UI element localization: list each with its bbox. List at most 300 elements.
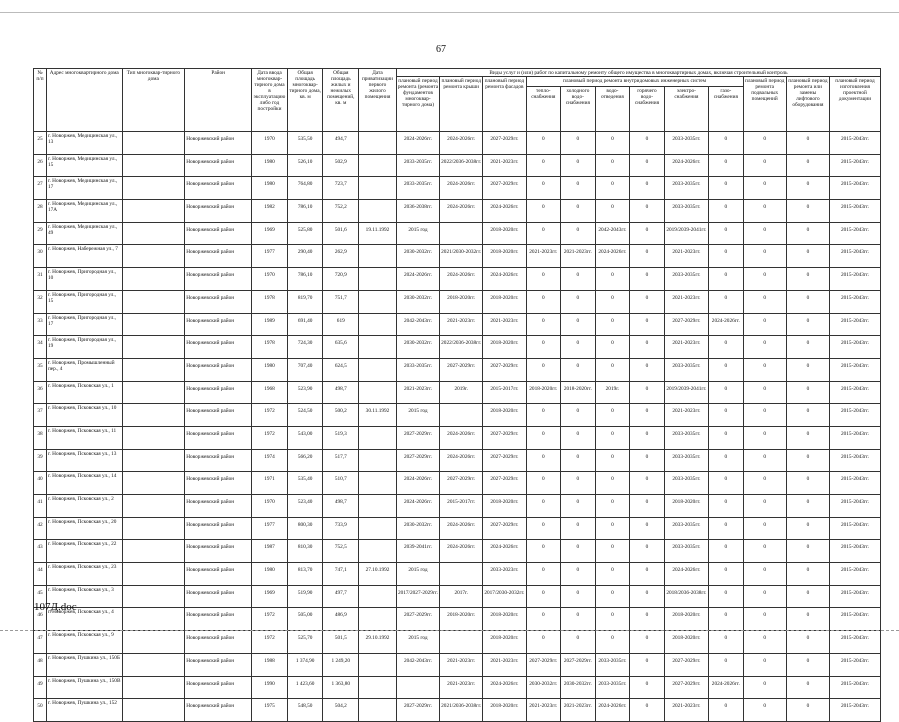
cell-roof: 2024-2026гг. — [440, 268, 483, 291]
cell-total-area: 525,80 — [287, 222, 323, 245]
cell-docs: 2015-2043гг. — [830, 358, 881, 381]
cell-electricity: 2033-2035гг. — [664, 426, 708, 449]
cell-roof — [440, 222, 483, 245]
cell-address: г. Новоржев, Псковская ул., 10 — [46, 404, 122, 427]
cell-roof: 2021-2023гг. — [440, 313, 483, 336]
cell-roof: 2021/2036-2038гг. — [440, 699, 483, 722]
cell-cold-water: 0 — [561, 631, 596, 654]
cell-num: 45 — [34, 585, 47, 608]
cell-electricity: 2019/2039-2041гг. — [664, 222, 708, 245]
cell-year: 1980 — [252, 358, 288, 381]
cell-drainage: 2033-2035гг. — [595, 653, 630, 676]
cell-heat: 0 — [526, 631, 561, 654]
cell-num: 31 — [34, 268, 47, 291]
cell-gas: 0 — [709, 222, 744, 245]
cell-district: Новоржевский район — [185, 585, 252, 608]
cell-living-area: 752,5 — [323, 540, 359, 563]
cell-address: г. Новоржев, Псковская ул., 23 — [46, 563, 122, 586]
table-row — [34, 336, 881, 359]
cell-hot-water: 0 — [630, 336, 665, 359]
cell-gas: 0 — [709, 268, 744, 291]
table-body — [34, 132, 881, 722]
cell-basement: 0 — [743, 290, 786, 313]
cell-num: 32 — [34, 290, 47, 313]
cell-total-area: 813,70 — [287, 563, 323, 586]
cell-electricity: 2021-2023гг. — [664, 245, 708, 268]
cell-electricity: 2033-2035гг. — [664, 517, 708, 540]
cell-roof — [440, 631, 483, 654]
cell-foundation: 2015 год — [396, 404, 439, 427]
footer-filename: 107Д.doc — [34, 601, 77, 613]
cell-address: г. Новоржев, Пригородная ул., 10 — [46, 268, 122, 291]
cell-hot-water: 0 — [630, 358, 665, 381]
cell-gas: 0 — [709, 608, 744, 631]
cell-basement: 0 — [743, 404, 786, 427]
cell-year: 1969 — [252, 222, 288, 245]
cell-living-area: 751,7 — [323, 290, 359, 313]
cell-drainage: 0 — [595, 540, 630, 563]
cell-privatization — [359, 358, 397, 381]
cell-drainage: 2042-2043гг. — [595, 222, 630, 245]
cell-cold-water: 0 — [561, 290, 596, 313]
cell-privatization: 19.11.1992 — [359, 222, 397, 245]
cell-lift: 0 — [786, 245, 829, 268]
cell-type — [122, 336, 185, 359]
cell-total-area: 707,40 — [287, 358, 323, 381]
cell-lift: 0 — [786, 336, 829, 359]
cell-address: г. Новоржев, Псковская ул., 1 — [46, 381, 122, 404]
cell-docs: 2015-2043гг. — [830, 631, 881, 654]
cell-type — [122, 495, 185, 518]
works-group-header: Виды услуг и (или) работ по капитальному ремонту общего имущества в многоквартирных домах, включая строительный контроль — [396, 69, 880, 77]
cell-foundation: 2030-2032гг. — [396, 290, 439, 313]
cell-gas: 0 — [709, 336, 744, 359]
cell-total-area: 525,70 — [287, 631, 323, 654]
cell-roof: 2027-2029гг. — [440, 358, 483, 381]
cell-gas: 0 — [709, 585, 744, 608]
cell-total-area: 548,50 — [287, 699, 323, 722]
cell-lift: 0 — [786, 472, 829, 495]
cell-cold-water: 0 — [561, 426, 596, 449]
cell-roof: 2022/2036-2038гг. — [440, 336, 483, 359]
cell-privatization — [359, 495, 397, 518]
cell-living-area: 733,9 — [323, 517, 359, 540]
cell-facade: 2015-2017гг. — [483, 381, 526, 404]
cell-privatization — [359, 245, 397, 268]
cell-heat: 0 — [526, 449, 561, 472]
cell-district: Новоржевский район — [185, 177, 252, 200]
cell-roof: 2019г. — [440, 381, 483, 404]
cell-heat: 0 — [526, 200, 561, 223]
cell-type — [122, 449, 185, 472]
cell-cold-water: 0 — [561, 336, 596, 359]
cell-roof: 2021/2030-2032гг. — [440, 245, 483, 268]
cell-docs: 2015-2043гг. — [830, 313, 881, 336]
cell-facade: 2021-2023гг. — [483, 154, 526, 177]
col-facade: плановый период ремонта фасадов — [483, 77, 526, 132]
col-gas: газо-снабжения — [709, 87, 744, 132]
cell-gas: 0 — [709, 200, 744, 223]
cell-facade: 2027-2029гг. — [483, 517, 526, 540]
cell-electricity: 2027-2029гг. — [664, 676, 708, 699]
cell-foundation: 2024-2026гг. — [396, 472, 439, 495]
table-row — [34, 404, 881, 427]
cell-num: 36 — [34, 381, 47, 404]
cell-privatization — [359, 313, 397, 336]
cell-electricity: 2027-2029гг. — [664, 313, 708, 336]
cell-docs: 2015-2043гг. — [830, 676, 881, 699]
cell-total-area: 764,80 — [287, 177, 323, 200]
cell-district: Новоржевский район — [185, 449, 252, 472]
cell-drainage: 0 — [595, 268, 630, 291]
cell-gas: 0 — [709, 495, 744, 518]
cell-foundation: 2033-2035гг. — [396, 177, 439, 200]
cell-roof: 2017г. — [440, 585, 483, 608]
table-row — [34, 154, 881, 177]
cell-electricity: 2033-2035гг. — [664, 177, 708, 200]
cell-lift: 0 — [786, 653, 829, 676]
cell-cold-water: 2021-2023гг. — [561, 699, 596, 722]
cell-privatization: 27.10.1992 — [359, 563, 397, 586]
cell-gas: 0 — [709, 699, 744, 722]
cell-hot-water: 0 — [630, 495, 665, 518]
cell-roof: 2024-2026гг. — [440, 517, 483, 540]
cell-facade: 2024-2026гг. — [483, 268, 526, 291]
cell-privatization — [359, 381, 397, 404]
table-row — [34, 449, 881, 472]
cell-district: Новоржевский район — [185, 426, 252, 449]
cell-district: Новоржевский район — [185, 245, 252, 268]
cell-docs: 2015-2043гг. — [830, 585, 881, 608]
cell-num: 41 — [34, 495, 47, 518]
cell-drainage: 0 — [595, 585, 630, 608]
cell-district: Новоржевский район — [185, 540, 252, 563]
cell-cold-water: 2018-2020гг. — [561, 381, 596, 404]
cell-address: г. Новоржев, Медицинская ул., 49 — [46, 222, 122, 245]
cell-foundation: 2017/2027-2029гг. — [396, 585, 439, 608]
cell-district: Новоржевский район — [185, 631, 252, 654]
cell-roof: 2018-2020гг. — [440, 290, 483, 313]
cell-roof: 2018-2020гг. — [440, 608, 483, 631]
cell-year: 1970 — [252, 268, 288, 291]
cell-basement: 0 — [743, 540, 786, 563]
cell-foundation: 2030-2032гг. — [396, 245, 439, 268]
cell-gas: 0 — [709, 358, 744, 381]
cell-address: г. Новоржев, Пушкина ул., 152 — [46, 699, 122, 722]
cell-basement: 0 — [743, 517, 786, 540]
cell-roof: 2024-2026гг. — [440, 132, 483, 155]
cell-num: 39 — [34, 449, 47, 472]
cell-electricity: 2033-2035гг. — [664, 540, 708, 563]
cell-district: Новоржевский район — [185, 517, 252, 540]
cell-lift: 0 — [786, 676, 829, 699]
cell-facade: 2024-2026гг. — [483, 200, 526, 223]
cell-district: Новоржевский район — [185, 200, 252, 223]
cell-docs: 2015-2043гг. — [830, 426, 881, 449]
cell-gas: 2024-2026гг. — [709, 676, 744, 699]
cell-living-area: 500,2 — [323, 404, 359, 427]
cell-num: 30 — [34, 245, 47, 268]
cell-privatization — [359, 132, 397, 155]
cell-living-area: 510,7 — [323, 472, 359, 495]
cell-facade: 2018-2020гг. — [483, 404, 526, 427]
cell-hot-water: 0 — [630, 653, 665, 676]
cell-lift: 0 — [786, 358, 829, 381]
cell-type — [122, 426, 185, 449]
cell-cold-water: 0 — [561, 177, 596, 200]
cell-electricity: 2021-2023гг. — [664, 699, 708, 722]
cell-year: 1972 — [252, 631, 288, 654]
cell-basement: 0 — [743, 268, 786, 291]
cell-type — [122, 177, 185, 200]
cell-district: Новоржевский район — [185, 608, 252, 631]
cell-heat: 2030-2032гг. — [526, 676, 561, 699]
table-row — [34, 517, 881, 540]
cell-cold-water: 0 — [561, 268, 596, 291]
cell-docs: 2015-2043гг. — [830, 472, 881, 495]
cell-basement: 0 — [743, 631, 786, 654]
cell-hot-water: 0 — [630, 449, 665, 472]
cell-address: г. Новоржев, Медицинская ул., 17 — [46, 177, 122, 200]
cell-type — [122, 358, 185, 381]
cell-year: 1977 — [252, 517, 288, 540]
cell-living-area: 1 249,20 — [323, 653, 359, 676]
cell-drainage: 0 — [595, 472, 630, 495]
cell-facade: 2027-2029гг. — [483, 449, 526, 472]
cell-privatization — [359, 608, 397, 631]
cell-type — [122, 653, 185, 676]
cell-num: 47 — [34, 631, 47, 654]
cell-num: 46 — [34, 608, 47, 631]
cell-cold-water: 0 — [561, 404, 596, 427]
cell-basement: 0 — [743, 245, 786, 268]
cell-privatization — [359, 585, 397, 608]
cell-gas: 0 — [709, 653, 744, 676]
cell-foundation: 2033-2035гг. — [396, 154, 439, 177]
cell-living-area: 486,9 — [323, 608, 359, 631]
cell-basement: 0 — [743, 358, 786, 381]
cell-living-area: 1 363,80 — [323, 676, 359, 699]
cell-privatization — [359, 154, 397, 177]
cell-living-area: 624,5 — [323, 358, 359, 381]
cell-docs: 2015-2043гг. — [830, 222, 881, 245]
cell-docs: 2015-2043гг. — [830, 699, 881, 722]
cell-living-area: 497,7 — [323, 585, 359, 608]
cell-lift: 0 — [786, 585, 829, 608]
cell-lift: 0 — [786, 313, 829, 336]
cell-address: г. Новоржев, Псковская ул., 11 — [46, 426, 122, 449]
cell-cold-water: 0 — [561, 585, 596, 608]
cell-basement: 0 — [743, 200, 786, 223]
cell-address: г. Новоржев, Псковская ул., 9 — [46, 631, 122, 654]
cell-electricity: 2018-2020гг. — [664, 631, 708, 654]
cell-privatization — [359, 449, 397, 472]
cell-heat: 0 — [526, 426, 561, 449]
cell-electricity: 2033-2035гг. — [664, 472, 708, 495]
cell-foundation: 2024-2026гг. — [396, 268, 439, 291]
cell-lift: 0 — [786, 495, 829, 518]
cell-roof: 2021-2023гг. — [440, 676, 483, 699]
cell-lift: 0 — [786, 540, 829, 563]
table-row — [34, 200, 881, 223]
cell-basement: 0 — [743, 699, 786, 722]
cell-basement: 0 — [743, 449, 786, 472]
cell-facade: 2024-2026гг. — [483, 540, 526, 563]
cell-lift: 0 — [786, 517, 829, 540]
cell-num: 29 — [34, 222, 47, 245]
cell-facade: 2024-2026гг. — [483, 676, 526, 699]
cell-hot-water: 0 — [630, 699, 665, 722]
cell-docs: 2015-2043гг. — [830, 177, 881, 200]
cell-gas: 0 — [709, 245, 744, 268]
cell-facade: 2027-2029гг. — [483, 472, 526, 495]
cell-gas: 0 — [709, 563, 744, 586]
cell-total-area: 724,30 — [287, 336, 323, 359]
cell-address: г. Новоржев, Промышленный пер., 4 — [46, 358, 122, 381]
cell-electricity: 2033-2035гг. — [664, 132, 708, 155]
cell-facade: 2018-2020гг. — [483, 608, 526, 631]
cell-district: Новоржевский район — [185, 290, 252, 313]
cell-total-area: 535,40 — [287, 472, 323, 495]
cell-hot-water: 0 — [630, 132, 665, 155]
cell-drainage: 2033-2035гг. — [595, 676, 630, 699]
cell-electricity: 2024-2026гг. — [664, 154, 708, 177]
cell-heat: 0 — [526, 404, 561, 427]
cell-num: 25 — [34, 132, 47, 155]
cell-type — [122, 517, 185, 540]
cell-lift: 0 — [786, 132, 829, 155]
cell-num: 43 — [34, 540, 47, 563]
cell-basement: 0 — [743, 336, 786, 359]
cell-cold-water: 0 — [561, 563, 596, 586]
cell-electricity: 2033-2035гг. — [664, 449, 708, 472]
cell-cold-water: 0 — [561, 449, 596, 472]
cell-heat: 2021-2023гг. — [526, 245, 561, 268]
cell-num: 40 — [34, 472, 47, 495]
col-heat: тепло-снабжения — [526, 87, 561, 132]
cell-gas: 0 — [709, 290, 744, 313]
col-total-area: Общая площадь многоквар-тирного дома, кв. м — [287, 69, 323, 132]
cell-facade: 2018-2020гг. — [483, 631, 526, 654]
cell-type — [122, 699, 185, 722]
cell-roof: 2015-2017гг. — [440, 495, 483, 518]
cell-total-area: 526,10 — [287, 154, 323, 177]
cell-basement: 0 — [743, 177, 786, 200]
cell-lift: 0 — [786, 699, 829, 722]
cell-year: 1974 — [252, 449, 288, 472]
cell-district: Новоржевский район — [185, 358, 252, 381]
col-address: Адрес многоквартирного дома — [46, 69, 122, 132]
cell-facade: 2021-2023гг. — [483, 313, 526, 336]
cell-living-area: 498,7 — [323, 495, 359, 518]
cell-electricity: 2021-2023гг. — [664, 290, 708, 313]
cell-district: Новоржевский район — [185, 268, 252, 291]
scan-edge-bottom — [0, 630, 899, 631]
cell-facade: 2027-2029гг. — [483, 426, 526, 449]
cell-total-area: 290,40 — [287, 245, 323, 268]
cell-living-area: 502,9 — [323, 154, 359, 177]
cell-electricity: 2033-2035гг. — [664, 268, 708, 291]
cell-district: Новоржевский район — [185, 222, 252, 245]
cell-living-area: 498,7 — [323, 381, 359, 404]
table-row — [34, 268, 881, 291]
col-electricity: электро-снабжения — [664, 87, 708, 132]
cell-basement: 0 — [743, 495, 786, 518]
cell-drainage: 0 — [595, 154, 630, 177]
cell-year: 1978 — [252, 290, 288, 313]
cell-basement: 0 — [743, 653, 786, 676]
cell-facade: 2018-2020гг. — [483, 495, 526, 518]
cell-privatization — [359, 200, 397, 223]
cell-total-area: 543,00 — [287, 426, 323, 449]
cell-privatization — [359, 472, 397, 495]
col-basement: плановый период ремонта подвальных помещений — [743, 77, 786, 132]
cell-type — [122, 200, 185, 223]
cell-roof: 2024-2026гг. — [440, 449, 483, 472]
table-row — [34, 132, 881, 155]
cell-gas: 0 — [709, 472, 744, 495]
cell-drainage: 0 — [595, 404, 630, 427]
col-cold-water: холодного водо-снабжения — [561, 87, 596, 132]
cell-year: 1980 — [252, 563, 288, 586]
cell-docs: 2015-2043гг. — [830, 290, 881, 313]
col-type: Тип многоквар-тирного дома — [122, 69, 185, 132]
cell-drainage: 0 — [595, 495, 630, 518]
cell-privatization — [359, 676, 397, 699]
cell-foundation: 2027-2029гг. — [396, 699, 439, 722]
cell-electricity: 2019/2039-2041гг. — [664, 381, 708, 404]
cell-lift: 0 — [786, 154, 829, 177]
cell-type — [122, 245, 185, 268]
cell-cold-water: 2030-2032гг. — [561, 676, 596, 699]
cell-year: 1988 — [252, 653, 288, 676]
cell-foundation: 2015 год — [396, 631, 439, 654]
cell-foundation: 2030-2032гг. — [396, 517, 439, 540]
cell-hot-water: 0 — [630, 245, 665, 268]
col-roof: плановый период ремонта крыши — [440, 77, 483, 132]
cell-docs: 2015-2043гг. — [830, 608, 881, 631]
cell-privatization — [359, 540, 397, 563]
table-row — [34, 177, 881, 200]
cell-year: 1972 — [252, 608, 288, 631]
cell-heat: 0 — [526, 222, 561, 245]
cell-type — [122, 585, 185, 608]
cell-district: Новоржевский район — [185, 132, 252, 155]
cell-district: Новоржевский район — [185, 381, 252, 404]
cell-living-area: 501,5 — [323, 631, 359, 654]
cell-docs: 2015-2043гг. — [830, 245, 881, 268]
cell-drainage: 0 — [595, 200, 630, 223]
cell-privatization — [359, 177, 397, 200]
cell-cold-water: 0 — [561, 222, 596, 245]
cell-roof: 2021-2023гг. — [440, 653, 483, 676]
cell-facade: 2018-2020гг. — [483, 290, 526, 313]
cell-foundation: 2042-2043гг. — [396, 313, 439, 336]
cell-address: г. Новоржев, Медицинская ул., 15 — [46, 154, 122, 177]
cell-electricity: 2024-2026гг. — [664, 563, 708, 586]
cell-basement: 0 — [743, 472, 786, 495]
cell-drainage: 0 — [595, 517, 630, 540]
cell-address: г. Новоржев, Набережная ул., 7 — [46, 245, 122, 268]
cell-total-area: 786,10 — [287, 200, 323, 223]
cell-total-area: 1 423,60 — [287, 676, 323, 699]
cell-foundation: 2021-2023гг. — [396, 381, 439, 404]
cell-district: Новоржевский район — [185, 676, 252, 699]
cell-hot-water: 0 — [630, 608, 665, 631]
cell-year: 1970 — [252, 132, 288, 155]
table-row — [34, 313, 881, 336]
cell-basement: 0 — [743, 381, 786, 404]
